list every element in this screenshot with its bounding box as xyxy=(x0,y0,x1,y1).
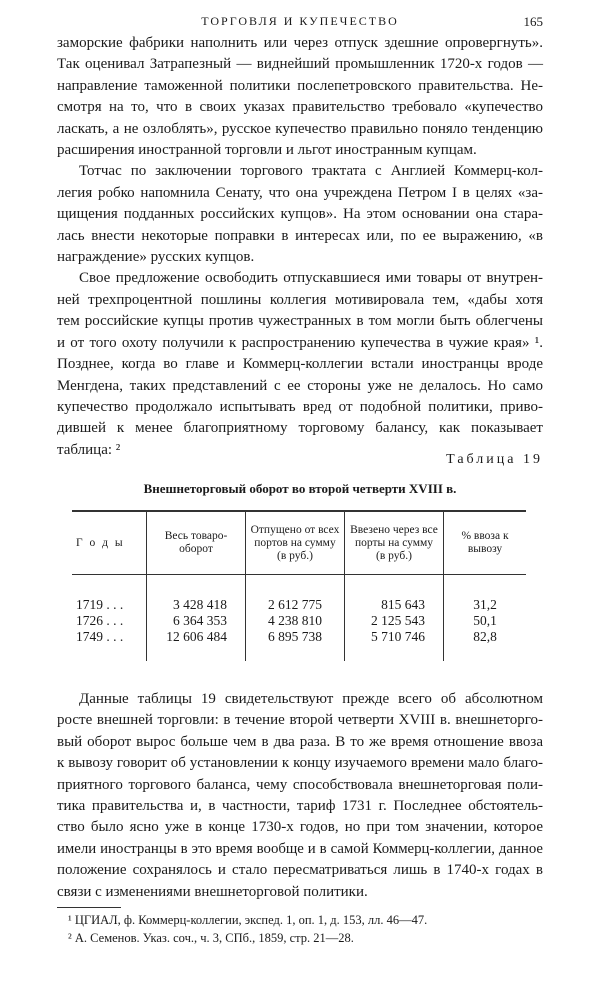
table-cell: 12 606 484 xyxy=(147,629,246,661)
trade-table xyxy=(72,510,526,661)
table-cell: 3 428 418 xyxy=(147,575,246,614)
table-cell: 82,8 xyxy=(444,629,527,661)
text-line: Так оценивал Затрапезный — виднейший промышленник 1720-х годов — xyxy=(57,56,543,73)
table-cell: 4 238 810 xyxy=(246,613,345,629)
header-exports: Отпущено от всех портов на сумму (в руб.) xyxy=(246,511,345,575)
table-cell: 2 612 775 xyxy=(246,575,345,614)
table-row xyxy=(72,575,526,614)
footnote-2: ² А. Семенов. Указ. соч., ч. 3, СПб., 1859, стр. 21—28. xyxy=(68,931,354,945)
running-header xyxy=(57,14,543,34)
header-total: Весь товаро- оборот xyxy=(147,511,246,575)
text-line: вый оборот вырос больше чем в два раза. В то же время отношение ввоза xyxy=(57,733,543,750)
table-row xyxy=(72,613,526,629)
table-cell: 1726 . . . xyxy=(76,613,124,628)
footnote-1: ¹ ЦГИАЛ, ф. Коммерц-коллегии, экспед. 1, оп. 1, д. 153, лл. 46—47. xyxy=(68,913,428,927)
text-line: и от того охоту получили к распространению купечества в чужие края» ¹. xyxy=(57,334,543,351)
text-line: лась внести некоторые поправки в интересах или, по ее выражению, «в xyxy=(57,227,543,244)
text-line: щищения подданных российских купцов». На этом основании она стара- xyxy=(57,206,543,223)
text-line: тем российские купцы против чужестранных в том могли быть облегчены xyxy=(57,313,543,330)
table-cell: 815 643 xyxy=(345,575,444,614)
text-line: направление таможенной политики послепетровского правительства. Не- xyxy=(57,77,543,94)
table-row xyxy=(72,629,526,661)
text-line: купечество продолжало испытывать вред от подобной политики, приво- xyxy=(57,398,543,415)
table-title: Внешнеторговый оборот во второй четверти XVIII в. xyxy=(143,481,457,496)
text-line: росте внешней торговли: в течение второй четверти XVIII в. внешнеторго- xyxy=(57,712,543,729)
text-line: дившей к менее благоприятному торговому балансу, как показывает xyxy=(57,420,543,437)
table-cell: 5 710 746 xyxy=(345,629,444,661)
table-cell: 31,2 xyxy=(444,575,527,614)
text-line: Данные таблицы 19 свидетельствуют прежде всего об абсолютном xyxy=(79,691,543,707)
table-cell: 1749 . . . xyxy=(76,629,124,644)
table-cell: 1719 . . . xyxy=(76,597,124,612)
footnote-rule xyxy=(57,907,121,908)
text-line: ство было ясно уже в конце 1730-х годов, но при том значении, которое xyxy=(57,819,543,836)
text-line: имели иностранцы в это время вообще и в самой Коммерц-коллегии, данное xyxy=(57,840,543,857)
table-header-row xyxy=(72,511,526,575)
text-line: Свое предложение освободить отпускавшиеся ими товары от внутрен- xyxy=(79,270,543,287)
table-cell: 50,1 xyxy=(444,613,527,629)
text-line: награждение» русских купцов. xyxy=(57,249,255,266)
text-line: смотря на то, что в своих указах правительство требовало «купечество xyxy=(57,99,543,116)
text-line: к вывозу говорит об установлении к концу изучаемого времени мало благо- xyxy=(57,755,543,772)
body-text-bottom xyxy=(57,689,543,903)
table-cell: 2 125 543 xyxy=(345,613,444,629)
text-line: Тотчас по заключении торгового трактата с Англией Коммерц-кол- xyxy=(79,163,543,180)
table-cell: 6 364 353 xyxy=(147,613,246,629)
text-line: таблица: ² xyxy=(57,441,121,458)
text-line: связи с изменениями внешнеторговой политики. xyxy=(57,883,368,900)
page-number: 165 xyxy=(523,14,543,29)
text-line: ней трехпроцентной пошлины коллегия мотивировала тем, «дабы хотя xyxy=(57,291,543,308)
body-text-top xyxy=(57,33,543,461)
text-line: расширения иностранной торговли и льгот иностранным купцам. xyxy=(57,142,477,159)
text-line: Позднее, когда во главе и Коммерц-коллегии встали иностранцы вроде xyxy=(57,356,543,373)
text-line: заморские фабрики наполнить или через отпуск здешние опровергнуть». xyxy=(57,35,543,51)
text-line: легия робко напомнила Сенату, что она учреждена Петром I в целях «за- xyxy=(57,184,543,201)
header-imports: Ввезено через все порты на сумму (в руб.) xyxy=(345,511,444,575)
header-years: Г о д ы xyxy=(72,511,147,575)
text-line: положение сохранялось и стало пересматриваться лишь в 1740-х годах в xyxy=(57,862,543,879)
header-ratio: % ввоза к вывозу xyxy=(444,511,527,575)
table-cell: 6 895 738 xyxy=(246,629,345,661)
text-line: ласкать, а не озлоблять», русское купечество правильно поняло тенденцию xyxy=(57,120,543,137)
running-title: ТОРГОВЛЯ И КУПЕЧЕСТВО xyxy=(201,14,399,28)
text-line: Менгдена, таких представлений с ее стороны уже не делалось. Но само xyxy=(57,377,543,394)
table-label: Таблица 19 xyxy=(446,452,543,467)
text-line: приятного торгового баланса, чему способствовала внешнеторговая поли- xyxy=(57,776,543,793)
text-line: тика правительства и, в частности, тариф 1731 г. Последнее обстоятель- xyxy=(57,798,543,815)
